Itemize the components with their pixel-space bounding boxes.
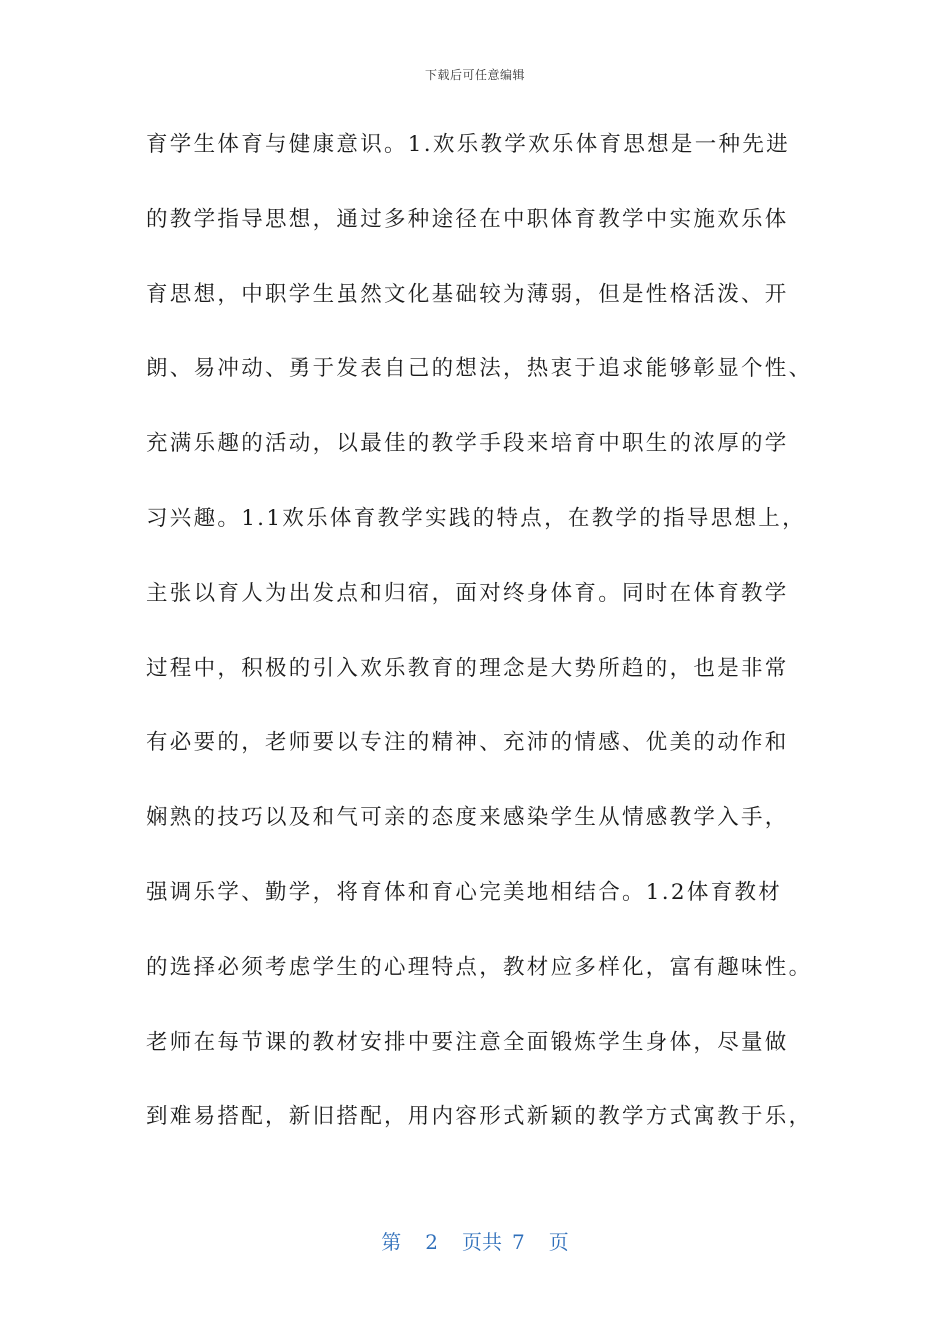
- text-line: 老师在每节课的教材安排中要注意全面锻炼学生身体，尽量做: [146, 1029, 789, 1055]
- text-line: 朗、易冲动、勇于发表自己的想法，热衷于追求能够彰显个性、: [146, 356, 813, 382]
- text-line: 娴熟的技巧以及和气可亲的态度来感染学生从情感教学入手，: [146, 805, 789, 831]
- footer-prefix: 第: [381, 1230, 402, 1254]
- text-line: 过程中，积极的引入欢乐教育的理念是大势所趋的，也是非常: [146, 655, 789, 681]
- page-header: 下载后可任意编辑: [424, 68, 525, 82]
- footer-suffix: 页: [548, 1230, 569, 1254]
- text-line: 育思想，中职学生虽然文化基础较为薄弱，但是性格活泼、开: [146, 281, 789, 307]
- text-line: 主张以育人为出发点和归宿，面对终身体育。同时在体育教学: [146, 580, 789, 606]
- footer-middle: 页共: [462, 1230, 502, 1254]
- text-line: 的教学指导思想，通过多种途径在中职体育教学中实施欢乐体: [146, 206, 789, 232]
- text-line: 强调乐学、勤学，将育体和育心完美地相结合。1.2体育教材: [146, 879, 783, 905]
- footer-total-pages: 7: [512, 1230, 525, 1254]
- text-line: 到难易搭配，新旧搭配，用内容形式新颖的教学方式寓教于乐，: [146, 1104, 813, 1130]
- text-line: 有必要的，老师要以专注的精神、充沛的情感、优美的动作和: [146, 730, 789, 756]
- footer-page-number: 2: [425, 1230, 438, 1254]
- text-line: 的选择必须考虑学生的心理特点，教材应多样化，富有趣味性。: [146, 954, 813, 980]
- text-line: 育学生体育与健康意识。1.欢乐教学欢乐体育思想是一种先进: [146, 132, 790, 157]
- text-line: 习兴趣。1.1欢乐体育教学实践的特点，在教学的指导思想上，: [146, 505, 806, 531]
- text-line: 充满乐趣的活动，以最佳的教学手段来培育中职生的浓厚的学: [146, 431, 789, 457]
- page-footer: [0, 1226, 950, 1255]
- body-text: [146, 126, 826, 1173]
